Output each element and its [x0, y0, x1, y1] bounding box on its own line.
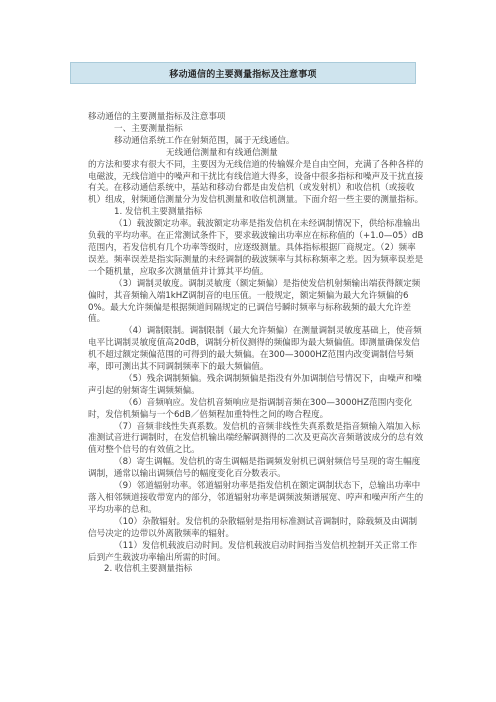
paragraph: （7）音频非线性失真系数。发信机的音频非线性失真系数是指音频输入端加入标准测试音进行调制时，在发信机输出端经解调测得的二次及更高次音频谐波成分的总有效值对整个信号的有效值之比。	[88, 421, 424, 456]
paragraph: 的方法和要求有很大不同，主要因为无线信道的传输媒介是自由空间，充满了各种各样的电磁波，无线信道中的噪声和干扰比有线信道大得多，设备中很多指标和噪声及干扰直接有关。在移动通信系统中，基站和移动台都是由发信机（或发射机）和收信机（或接收机）组成，射频通信测量分为发信机测量和收信机测量。下面介绍一些主要的测量指标。	[88, 159, 424, 206]
subsection-heading: 1. 发信机主要测量指标	[114, 207, 203, 218]
paragraph: （6）音频响应。发信机音频响应是指调制音频在300—3000HZ范围内变化时，发信机频偏与一个6dB／倍频程加重特性之间的吻合程度。	[88, 397, 413, 420]
paragraph: （3）调制灵敏度。调制灵敏度（额定频偏）是指使发信机射频输出端获得额定频偏时，其音频输入端1kHZ调制音的电压值。一般规定，额定频偏为最大允许频偏的60%。最大允许频偏是根据频道间隔规定的已调信号瞬时频率与标称载频的最大允许差值。	[88, 278, 421, 325]
paragraph: （8）寄生调幅。发信机的寄生调幅是指调频发射机已调射频信号呈现的寄生幅度调制，通常以输出调频信号的幅度变化百分数表示。	[88, 457, 421, 480]
paragraph: （4）调制限制。调制限制（最大允许频偏）在测量调制灵敏度基础上，使音频电平比调制灵敏度值高20dB，调制分析仪测得的频偏即为最大频偏值。即测量确保发信机不超过额定频偏范围的可得到的最大频偏。在300—3000HZ范围内改变调制信号频率，即可测出其不同调制频率下的最大频偏值。	[88, 326, 422, 373]
document-body	[88, 112, 424, 576]
doc-heading: 移动通信的主要测量指标及注意事项	[88, 112, 226, 122]
paragraph: （5）残余调制频偏。残余调制频偏是指没有外加调制信号情况下，由噪声和噪声引起的射频寄生调频频偏。	[88, 373, 422, 396]
paragraph: （10）杂散辐射。发信机的杂散辐射是指用标准测试音调制时，除载频及由调制信号决定的边带以外离散频率的辐射。	[88, 516, 418, 539]
subsection-heading: 2. 收信机主要测量指标	[104, 564, 193, 575]
paragraph: （11）发信机载波启动时间。发信机载波启动时间指当发信机控制开关正常工作后到产生载波功率输出所需的时间。	[88, 540, 418, 563]
paragraph: （9）邻道辐射功率。邻道辐射功率是指发信机在额定调制状态下，总输出功率中落入相邻频道接收带宽内的部分，邻道辐射功率是调频波频谱展宽、哼声和噪声所产生的平均功率的总和。	[88, 481, 424, 515]
section-heading: 一、主要测量指标	[114, 123, 183, 134]
title-banner	[70, 62, 416, 84]
page-title: 移动通信的主要测量指标及注意事项	[169, 69, 317, 80]
paragraph: （1）载波额定功率。载波额定功率是指发信机在未经调制情况下，供给标准输出负载的平均功率。在正常测试条件下，要求载波输出功率应在标称值的（+1.0—05）dB范围内，若发信机有几个功率等级时，应逐级测量。具体指标根据厂商规定。（2）频率误差。频率误差是指实际测量的未经调制的载波频率与其标称频率之差。因为频率误差是一个随机量，应取多次测量值并计算其平均值。	[88, 219, 424, 277]
paragraph: 无线通信测量和有线通信测量	[166, 147, 278, 158]
paragraph: 移动通信系统工作在射频范围，属于无线通信。	[114, 135, 295, 146]
